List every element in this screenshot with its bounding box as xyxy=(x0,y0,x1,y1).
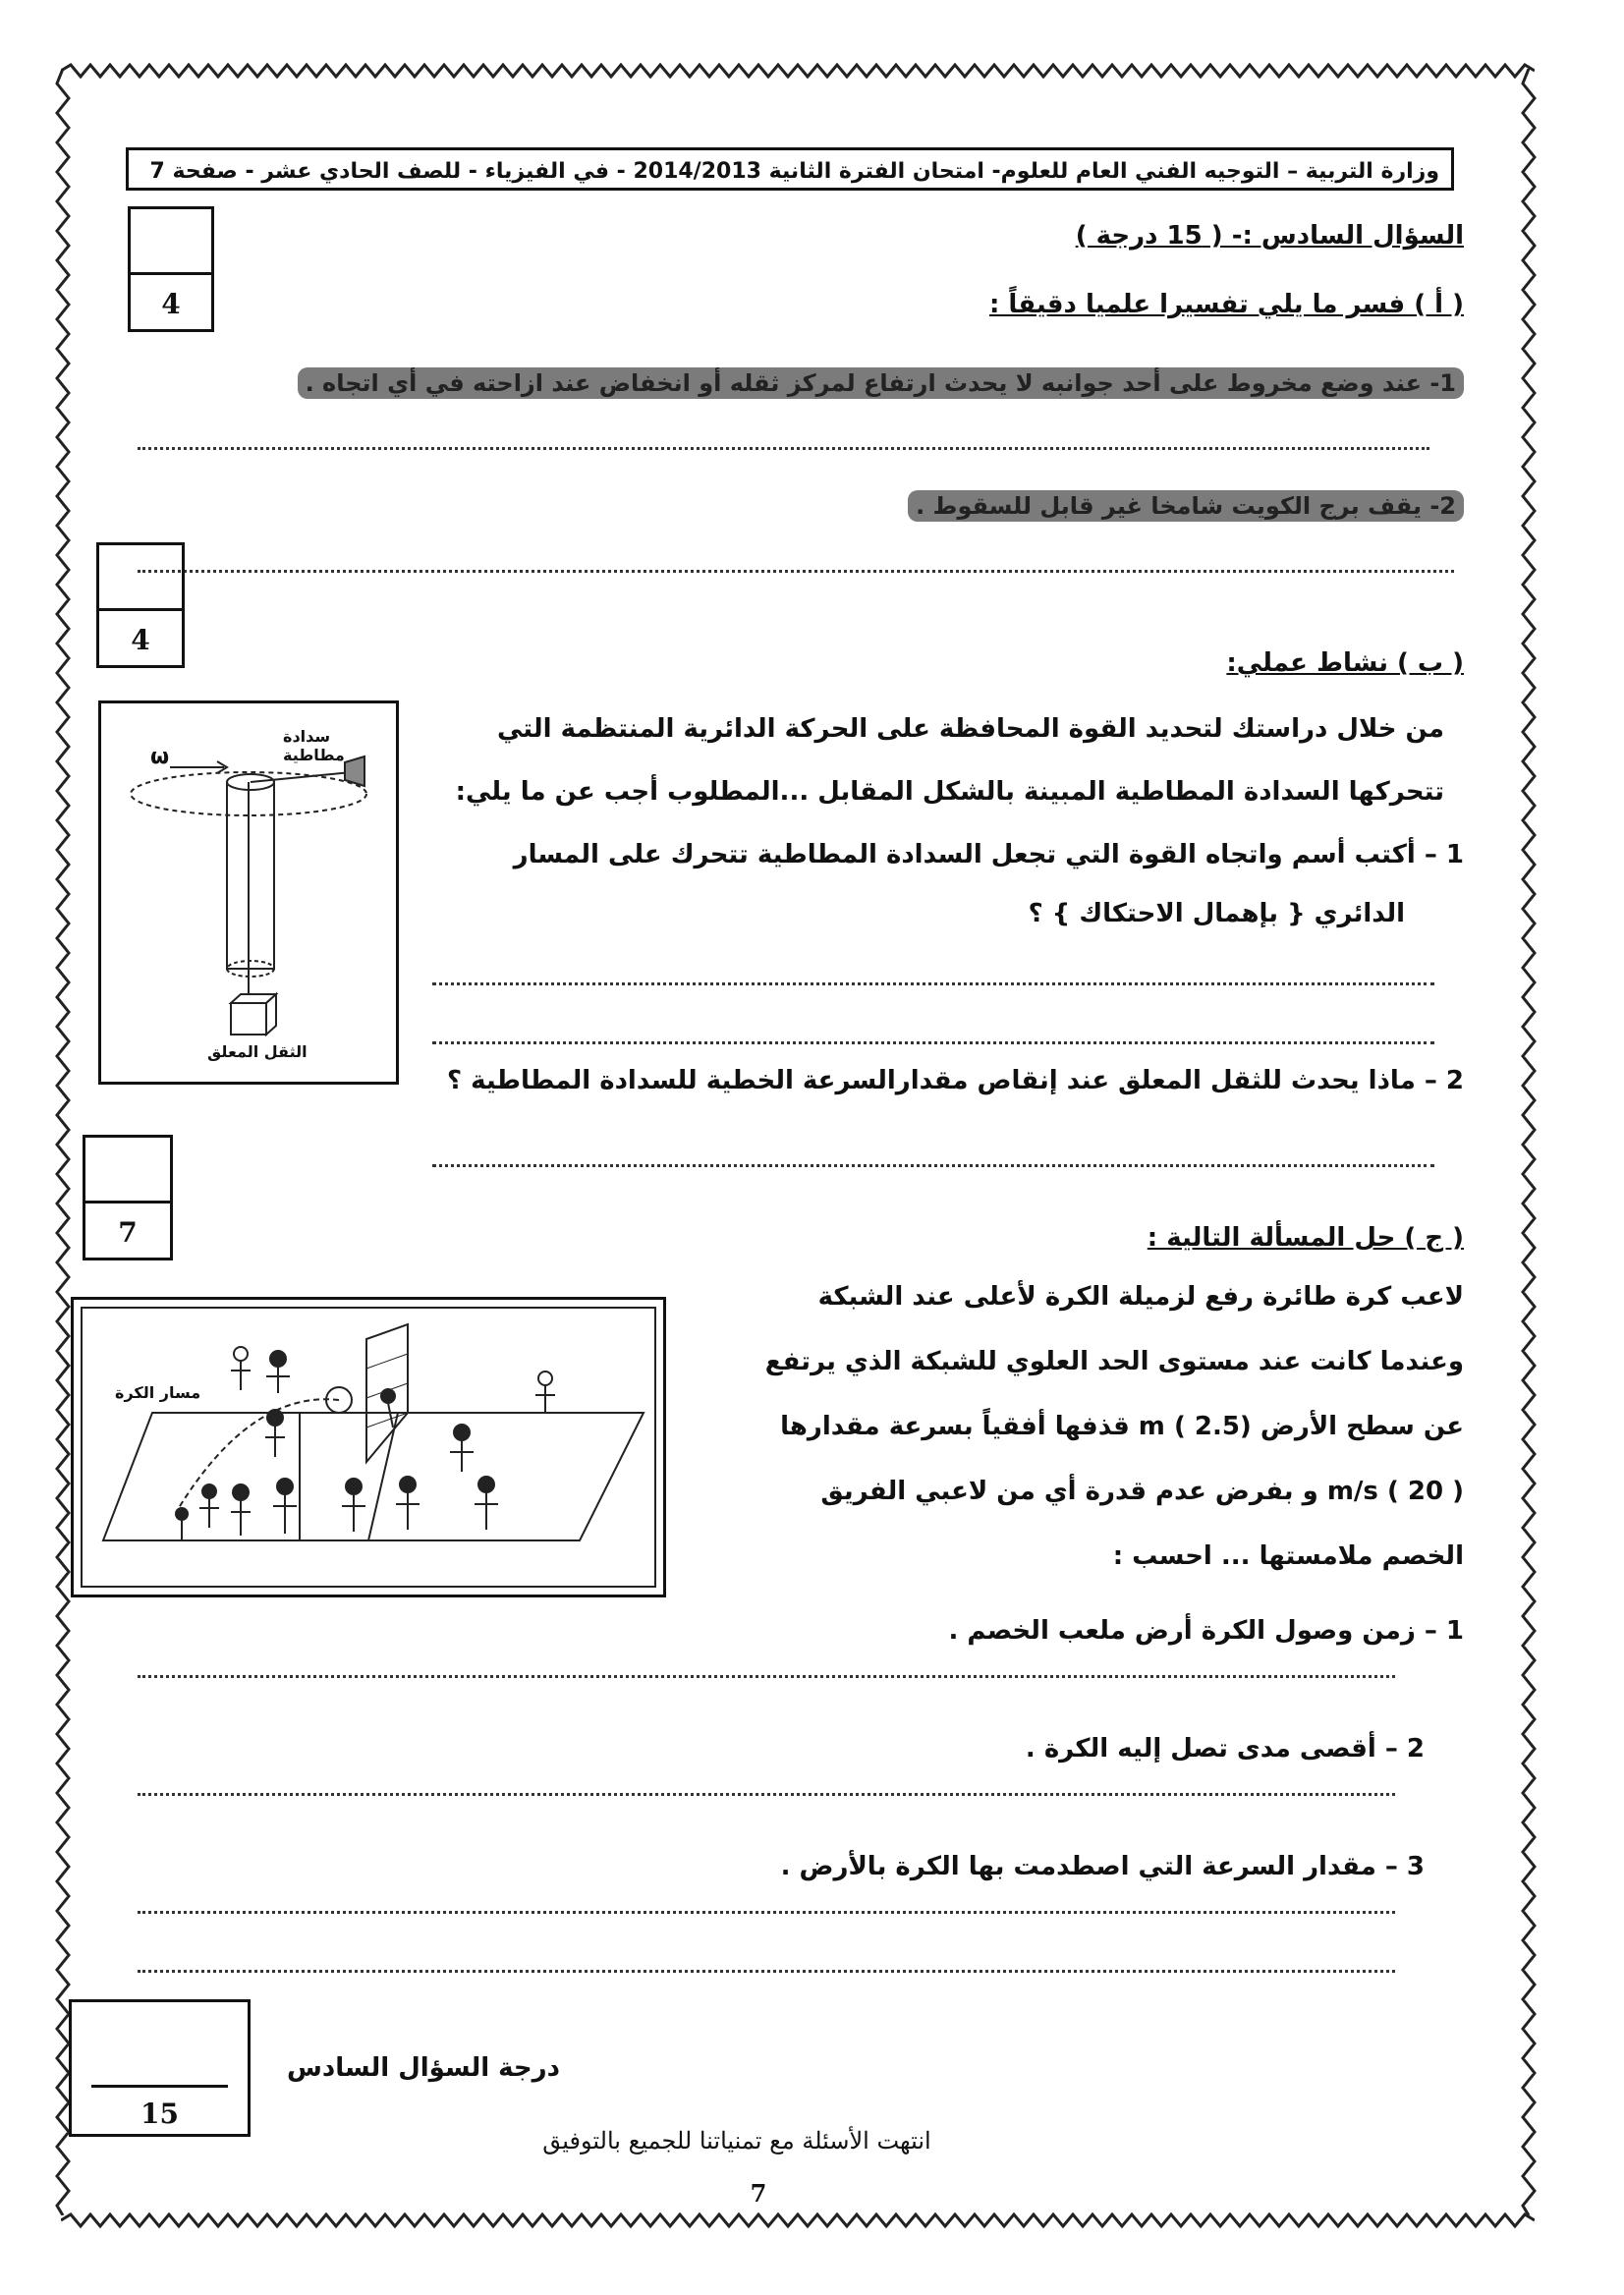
page-header: وزارة التربية – التوجيه الفني العام للعلوم- امتحان الفترة الثانية 2014/2013 - في الفيزياء - للصف الحادي عشر - صفحة 7 xyxy=(126,147,1454,191)
part-b-title xyxy=(1081,644,1464,683)
ball-path-label: مسار الكرة xyxy=(115,1383,201,1402)
weight-label: الثقل المعلق xyxy=(207,1042,308,1061)
answer-line[interactable] xyxy=(138,1911,1395,1914)
answer-line[interactable] xyxy=(138,1793,1395,1796)
answer-line[interactable] xyxy=(432,1041,1434,1044)
part-a-title xyxy=(589,285,1464,324)
question-title-text: السؤال السادس :- ( 15 درجة ) xyxy=(1075,221,1464,251)
part-b-q2: 2 – ماذا يحدث للثقل المعلق عند إنقاص مقدارالسرعة الخطية للسدادة المطاطية ؟ xyxy=(446,1066,1464,1095)
part-c-line-3: عن سطح الأرض m ( 2.5) قذفها أفقياً بسرعة مقدارها xyxy=(780,1412,1464,1441)
total-grade-label: درجة السؤال السادس xyxy=(287,2053,560,2083)
part-a-title-text: ( أ ) فسر ما يلي تفسيرا علميا دقيقاً : xyxy=(988,290,1464,319)
answer-line[interactable] xyxy=(138,447,1429,450)
part-a-item-2 xyxy=(786,486,1464,526)
grade-a-value: 4 xyxy=(161,288,181,320)
border-left xyxy=(55,69,71,2215)
part-c-question-2: 2 – أقصى مدى تصل إليه الكرة . xyxy=(1025,1734,1425,1763)
grade-b-value: 4 xyxy=(131,624,150,656)
part-a-item-1-text: 1- عند وضع مخروط على أحد جوانبه لا يحدث ارتفاع لمركز ثقله أو انخفاض عند ازاحته في أي اتجاه . xyxy=(298,367,1464,399)
rubber-stopper-figure xyxy=(98,700,399,1085)
volleyball-court-diagram xyxy=(74,1300,663,1595)
total-grade-value: 15 xyxy=(140,2098,179,2130)
footer-message: انتهت الأسئلة مع تمنياتنا للجميع بالتوفيق xyxy=(542,2127,931,2155)
part-c-line-1: لاعب كرة طائرة رفع لزميلة الكرة لأعلى عند الشبكة xyxy=(817,1282,1464,1312)
part-c-line-5: الخصم ملامستها ... احسب : xyxy=(1112,1541,1464,1571)
border-top xyxy=(61,63,1535,79)
part-b-intro-2: تتحركها السدادة المطاطية المبينة بالشكل المقابل ...المطلوب أجب عن ما يلي: xyxy=(455,777,1444,807)
omega-label: ω xyxy=(150,745,170,769)
stopper-label: سدادة مطاطية xyxy=(283,727,345,764)
volleyball-court-figure xyxy=(71,1297,666,1597)
part-b-q1-line1: 1 – أكتب أسم واتجاه القوة التي تجعل السدادة المطاطية تتحرك على المسار xyxy=(513,840,1464,869)
answer-line[interactable] xyxy=(138,570,1454,573)
page-number: 7 xyxy=(750,2179,767,2208)
part-c-question-3: 3 – مقدار السرعة التي اصطدمت بها الكرة بالأرض . xyxy=(780,1852,1425,1881)
part-a-item-1 xyxy=(147,364,1464,403)
grade-box-a xyxy=(128,206,214,332)
grade-box-b xyxy=(96,542,185,668)
part-b-title-text: ( ب ) نشاط عملي: xyxy=(1226,648,1464,678)
part-c-line-2: وعندما كانت عند مستوى الحد العلوي للشبكة الذي يرتفع xyxy=(764,1347,1464,1376)
grade-c-value: 7 xyxy=(118,1216,138,1249)
question-title xyxy=(884,221,1464,251)
answer-line[interactable] xyxy=(432,1164,1434,1167)
part-b-intro-1: من خلال دراستك لتحديد القوة المحافظة على الحركة الدائرية المنتظمة التي xyxy=(496,714,1444,744)
part-c-title xyxy=(982,1218,1464,1258)
part-c-question-1: 1 – زمن وصول الكرة أرض ملعب الخصم . xyxy=(948,1616,1464,1646)
answer-line[interactable] xyxy=(138,1675,1395,1678)
part-c-title-text: ( ج ) حل المسألة التالية : xyxy=(1147,1223,1464,1253)
part-b-q1-line2: الدائري { بإهمال الاحتكاك } ؟ xyxy=(1028,899,1405,928)
part-a-item-2-text: 2- يقف برج الكويت شامخا غير قابل للسقوط . xyxy=(908,490,1464,522)
border-bottom xyxy=(61,2212,1535,2228)
answer-line[interactable] xyxy=(432,982,1434,985)
border-right xyxy=(1521,69,1537,2215)
total-grade-box xyxy=(69,1999,251,2137)
answer-line[interactable] xyxy=(138,1970,1395,1973)
grade-box-c xyxy=(83,1135,173,1260)
part-c-line-4: m/s ( 20 ) و بفرض عدم قدرة أي من لاعبي الفريق xyxy=(820,1477,1464,1506)
